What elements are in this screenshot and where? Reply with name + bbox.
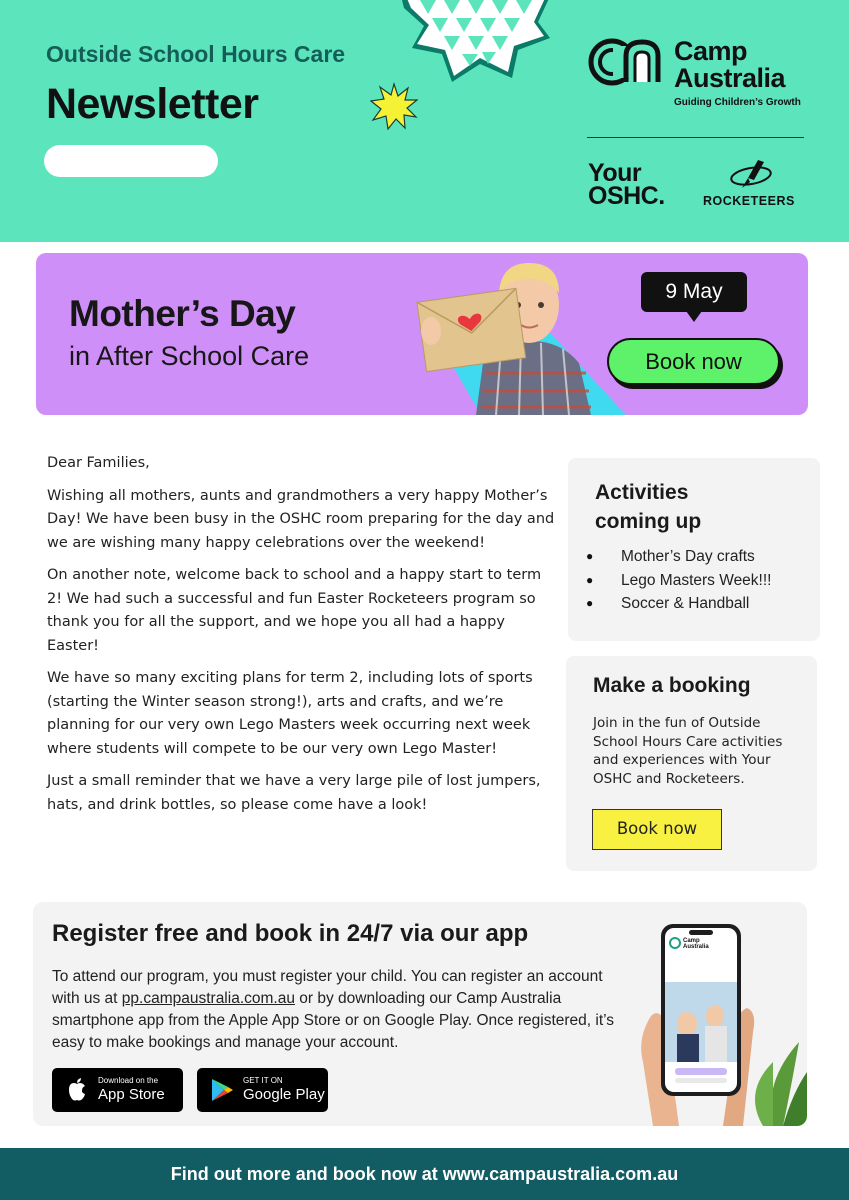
register-section: [33, 902, 807, 1126]
booking-title: Make a booking: [593, 674, 751, 697]
rocket-icon: [728, 158, 774, 192]
event-date-tag: 9 May: [641, 272, 747, 312]
list-item: ● Lego Masters Week!!!: [586, 569, 771, 593]
app-store-small-label: Download on the: [98, 1076, 159, 1085]
camp-australia-brand: [586, 36, 806, 116]
header-divider: [587, 137, 804, 138]
register-title: Register free and book in 24/7 via our app: [52, 920, 529, 947]
parent-portal-link[interactable]: pp.campaustralia.com.au: [121, 990, 295, 1007]
banner-title: Mother’s Day: [69, 293, 296, 334]
starburst-icon: [370, 82, 418, 130]
your-oshc-line1: Your: [588, 159, 642, 187]
booking-book-now-button[interactable]: Book now: [592, 809, 722, 850]
activities-title-line2: coming up: [595, 510, 702, 533]
register-body-text: To attend our program, you must register your child. You can register an account with us at: [52, 968, 603, 1007]
google-play-button[interactable]: [197, 1068, 328, 1112]
google-play-small-label: GET IT ON: [243, 1076, 283, 1085]
list-item: ● Mother’s Day crafts: [586, 545, 771, 569]
letter-paragraph: On another note, welcome back to school and a happy start to term 2! We had such a successful and fun Easter Rocketeers program so thank you for all the support, and we hope you all had a happy Easter!: [47, 567, 542, 654]
app-store-button[interactable]: [52, 1068, 183, 1112]
letter-paragraph: Wishing all mothers, aunts and grandmothers a very happy Mother’s Day! We have been busy in the OSHC room preparing for the day and we are wishing many happy celebrations over the weekend!: [47, 487, 555, 551]
header-title: Newsletter: [46, 80, 259, 128]
activities-card: [568, 458, 820, 641]
header-subtitle: Outside School Hours Care: [46, 41, 346, 67]
svg-text:Australia: Australia: [683, 944, 709, 950]
triangle-pattern-badge: [400, 0, 552, 84]
phone-in-hand-illustration: [623, 912, 807, 1126]
date-pill: [44, 145, 218, 177]
letter-paragraph: We have so many exciting plans for term 2, including lots of sports (starting the Winter season strong!), arts and crafts, and we’re planning for our very own Lego Masters week occurring next week where students will compete to be our very own Lego Master!: [47, 670, 533, 757]
newsletter-header: [0, 0, 849, 242]
brand-name-line2: Australia: [674, 63, 786, 93]
your-oshc-logo: [588, 159, 665, 210]
google-play-icon: [209, 1077, 235, 1103]
rocketeers-logo: ROCKETEERS: [703, 194, 795, 208]
mothers-day-banner: [36, 253, 808, 415]
booking-card: [566, 656, 817, 871]
google-play-label: Google Play: [243, 1086, 325, 1103]
activities-title-line1: Activities: [595, 481, 689, 504]
brand-tagline: Guiding Children’s Growth: [674, 97, 801, 108]
your-oshc-line2: OSHC.: [588, 182, 665, 210]
child-with-envelope-photo: [391, 253, 626, 415]
camp-australia-logo-icon: [586, 36, 668, 88]
activities-list: [586, 545, 771, 616]
svg-text:Camp: Camp: [683, 938, 700, 944]
register-body: [52, 966, 622, 1054]
register-body-text: or by downloading our Camp Australia smartphone app from the Apple App Store or on Google Play. Once registered, it’s easy to make bookings and manage your account.: [52, 990, 615, 1051]
apple-icon: [64, 1077, 90, 1103]
footer-banner[interactable]: Find out more and book now at www.campaustralia.com.au: [0, 1148, 849, 1200]
activities-title: [595, 478, 795, 536]
booking-text: Join in the fun of Outside School Hours Care activities and experiences with Your OSHC and Rocketeers.: [593, 715, 783, 787]
newsletter-letter: [47, 452, 559, 826]
letter-paragraph: Just a small reminder that we have a very large pile of lost jumpers, hats, and drink bottles, so please come have a look!: [47, 773, 541, 813]
brand-name-line1: Camp: [674, 36, 748, 66]
letter-greeting: Dear Families,: [47, 455, 150, 471]
list-item: ● Soccer & Handball: [586, 592, 771, 616]
brand-name: [674, 38, 785, 92]
app-store-label: App Store: [98, 1086, 165, 1103]
banner-book-now-button[interactable]: Book now: [607, 338, 780, 385]
banner-subtitle: in After School Care: [69, 341, 310, 371]
